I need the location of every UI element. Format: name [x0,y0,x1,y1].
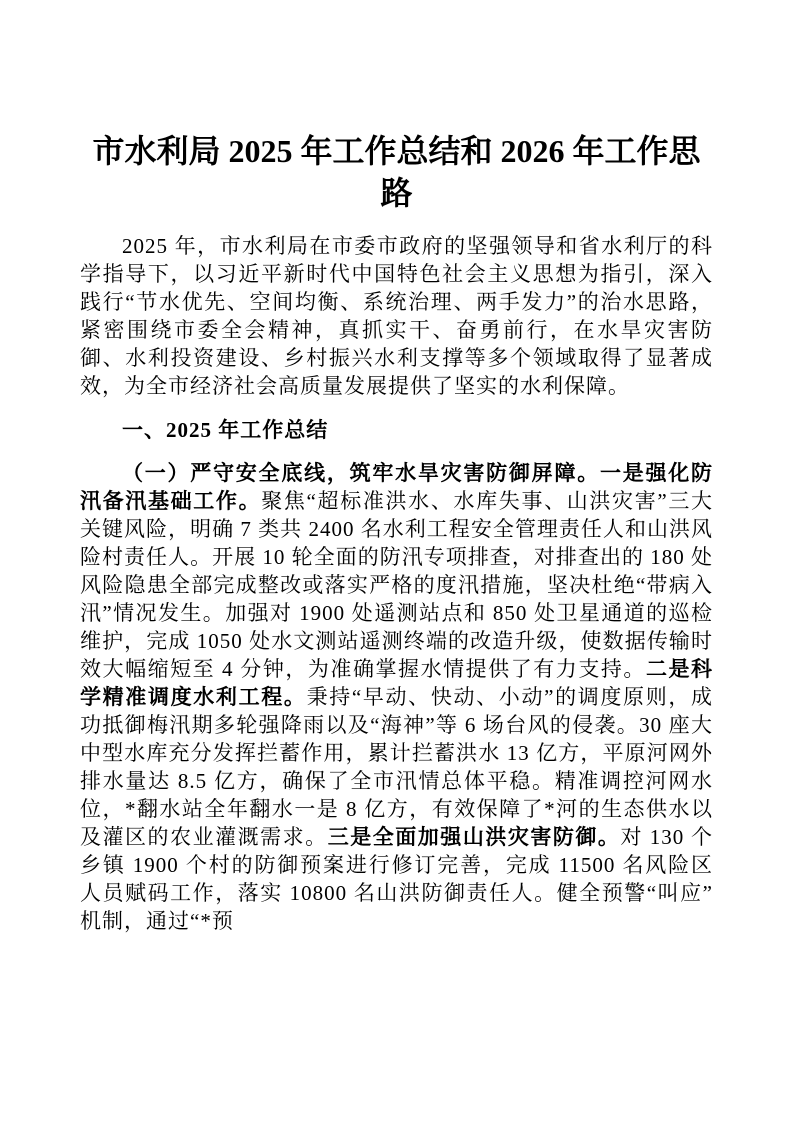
document-title-line-1: 市水利局 2025 年工作总结和 2026 年工作思 [92,133,701,169]
document-title [80,130,713,214]
document-title-line-2: 路 [380,175,413,211]
section-1-1-paragraph [80,459,713,935]
body-text: 对 130 个乡镇 1900 个村的防御预案进行修订完善，完成 11500 名风险区人员赋码工作，落实 10800 名山洪防御责任人。健全预警“叫应”机制，通过“*预 [80,825,714,933]
emphasis-text: 三是全面加强山洪灾害防御。 [327,825,621,849]
emphasis-text: 一、2025 年工作总结 [122,418,329,442]
body-text: 2025 年，市水利局在市委市政府的坚强领导和省水利厅的科学指导下，以习近平新时代中国特色社会主义思想为指引，深入践行“节水优先、空间均衡、系统治理、两手发力”的治水思路，紧密围绕市委全会精神，真抓实干、奋勇前行，在水旱灾害防御、水利投资建设、乡村振兴水利支撑等多个领域取得了显著成效，为全市经济社会高质量发展提供了坚实的水利保障。 [80,234,713,398]
body-text: 聚焦“超标准洪水、水库失事、山洪灾害”三大关键风险，明确 7 类共 2400 名水利工程安全管理责任人和山洪风险村责任人。开展 10 轮全面的防汛专项排查，对排查出的 180 处风险隐患全部完成整改或落实严格的度汛措施，坚决杜绝“带病入汛”情况发生。加强对 1900 处遥测站点和 850 处卫星通道的巡检维护，完成 1050 处水文测站遥测终端的改造升级，使数据传输时效大幅缩短至 4 分钟，为准确掌握水情提供了有力支持。 [80,489,714,681]
intro-paragraph [80,232,713,400]
body-text: 秉持“早动、快动、小动”的调度原则，成功抵御梅汛期多轮强降雨以及“海神”等 6 场台风的侵袭。30 座大中型水库充分发挥拦蓄作用，累计拦蓄洪水 13 亿方，平原河网外排水量达 8.5 亿方，确保了全市汛情总体平稳。精准调控河网水位，*翻水站全年翻水一是 8 亿方，有效保障了*河的生态供水以及灌区的农业灌溉需求。 [80,685,714,849]
emphasis-text: （一）严守安全底线，筑牢水旱灾害防御屏障。一是强化防汛备汛基础工作。 [80,461,713,513]
emphasis-text: 二是科学精准调度水利工程。 [80,657,714,709]
section-1-heading [80,416,713,444]
document-body [80,232,713,935]
